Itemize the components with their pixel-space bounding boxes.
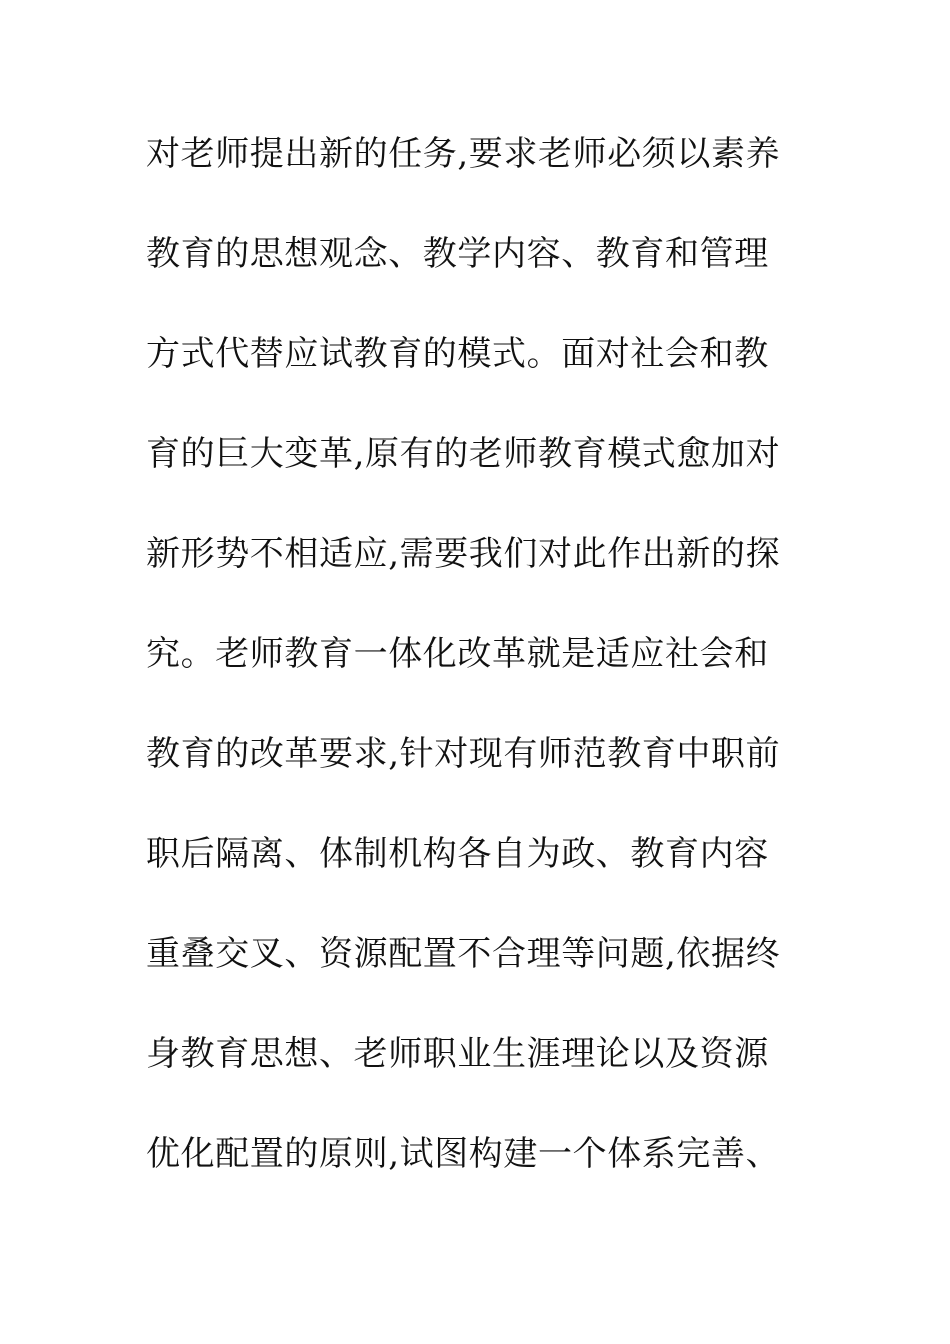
text-line: 新形势不相适应,需要我们对此作出新的探	[146, 534, 781, 574]
text-line: 教育的思想观念、教学内容、教育和管理	[146, 234, 769, 274]
body-paragraph	[146, 126, 806, 1226]
text-line: 对老师提出新的任务,要求老师必须以素养	[146, 134, 781, 174]
text-line: 育的巨大变革,原有的老师教育模式愈加对	[146, 434, 781, 474]
text-line: 重叠交叉、资源配置不合理等问题,依据终	[146, 934, 781, 974]
text-line: 职后隔离、体制机构各自为政、教育内容	[146, 834, 769, 874]
text-line: 方式代替应试教育的模式。面对社会和教	[146, 334, 769, 374]
text-line: 教育的改革要求,针对现有师范教育中职前	[146, 734, 781, 774]
text-line: 优化配置的原则,试图构建一个体系完善、	[146, 1134, 781, 1174]
text-line: 身教育思想、老师职业生涯理论以及资源	[146, 1034, 769, 1074]
text-line: 究。老师教育一体化改革就是适应社会和	[146, 634, 769, 674]
